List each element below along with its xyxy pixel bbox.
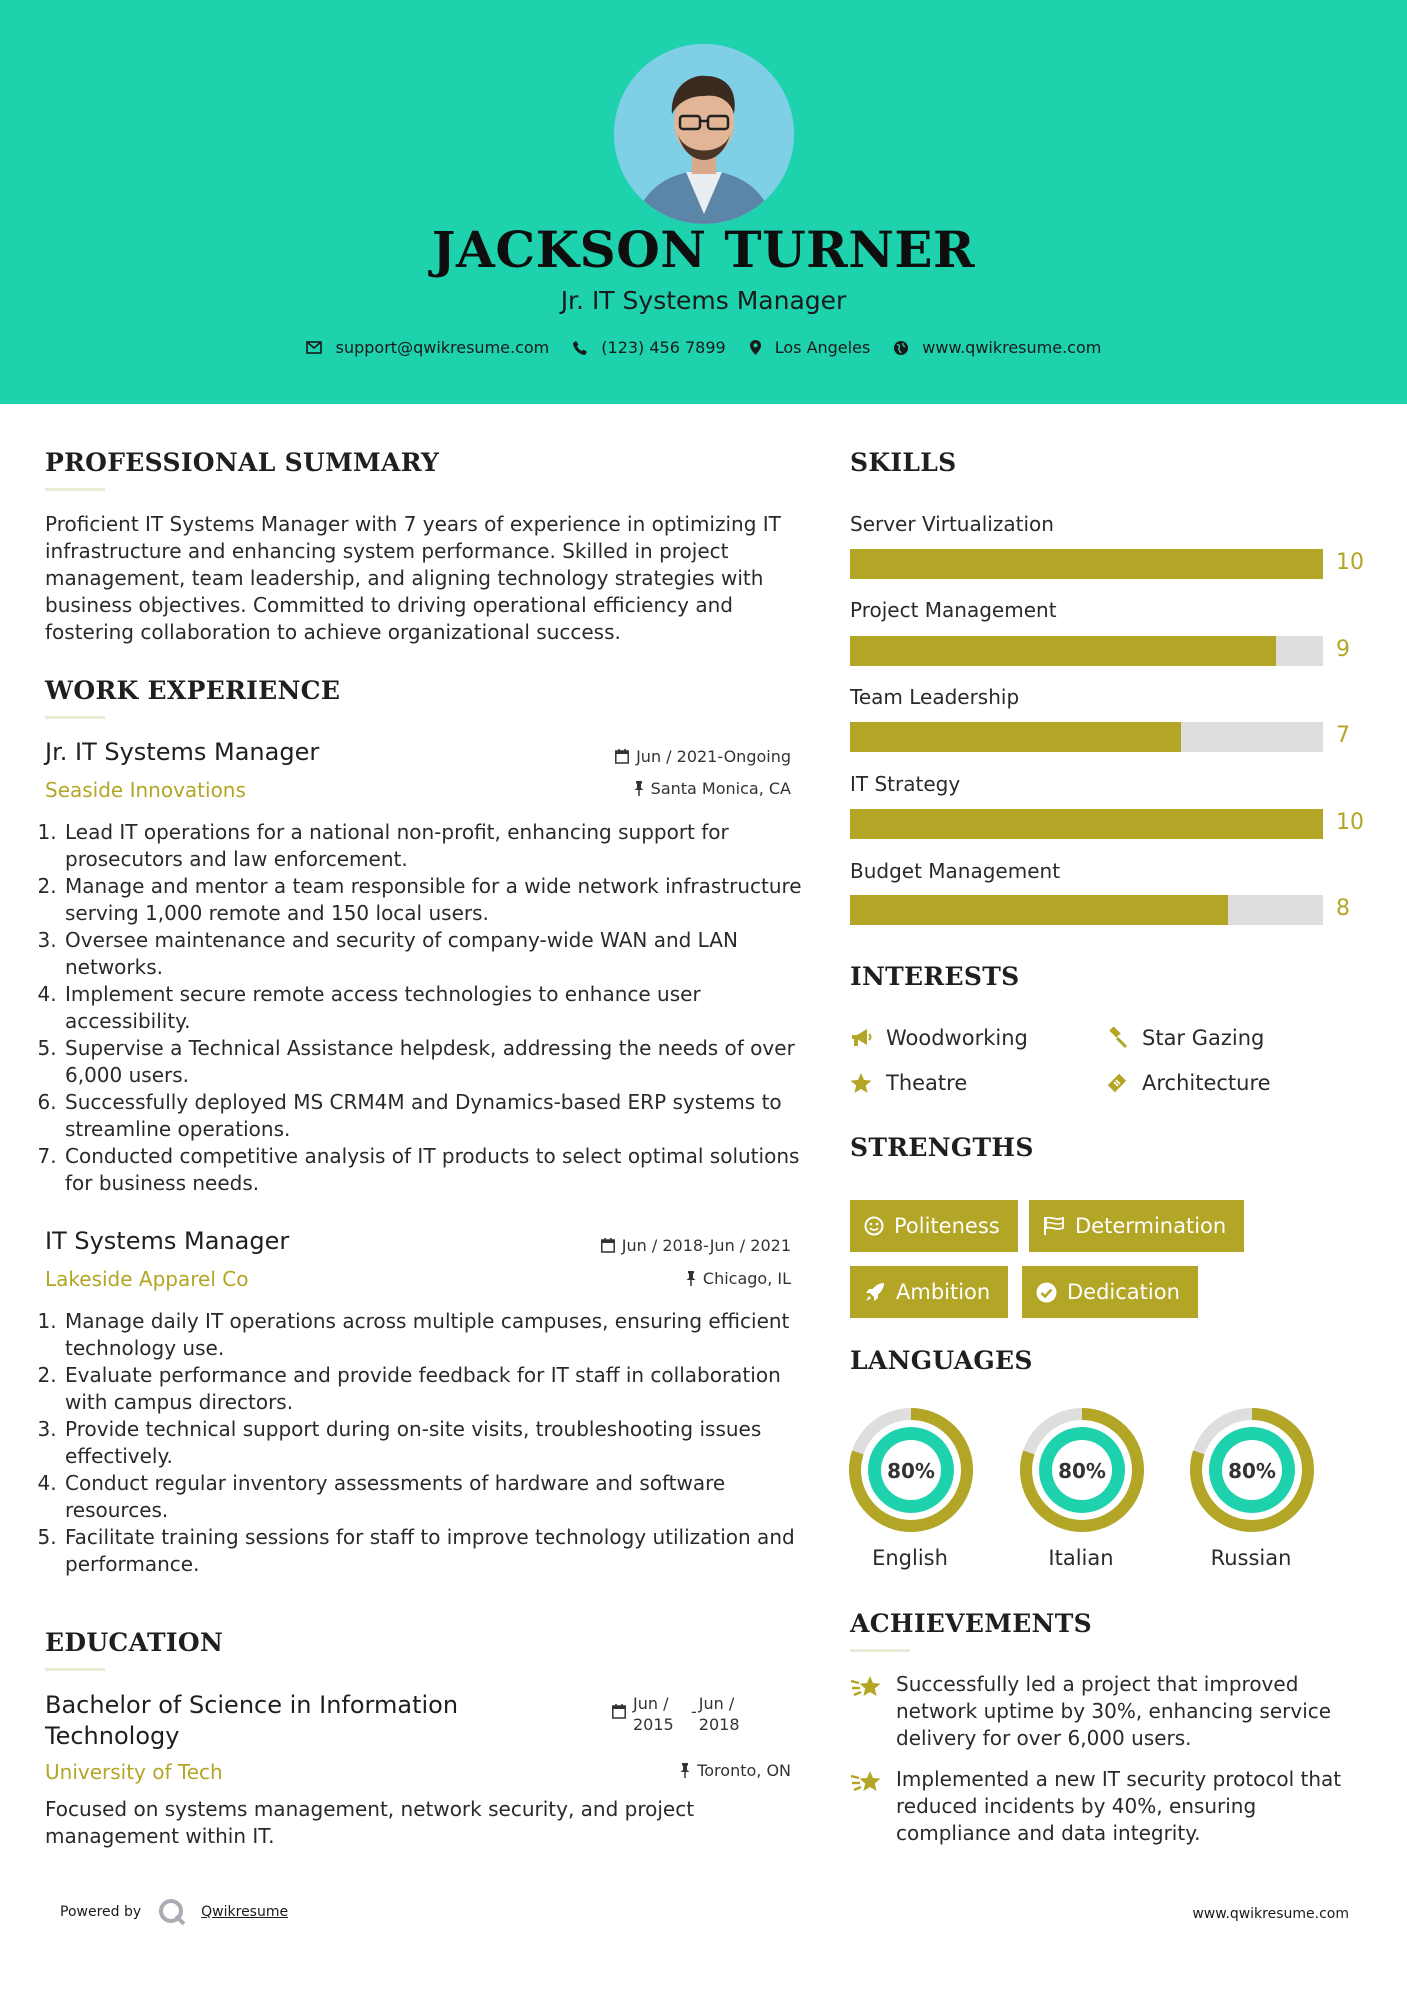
interest-item (1106, 1026, 1264, 1050)
website-text: www.qwikresume.com (922, 338, 1102, 357)
education-end: Jun / 2018 (698, 1694, 740, 1734)
language-ring (1190, 1408, 1314, 1532)
location-text: Los Angeles (774, 338, 871, 357)
achievement-item (850, 1766, 1356, 1847)
strengths-heading: STRENGTHS (850, 1133, 1034, 1162)
email-text: support@qwikresume.com (335, 338, 550, 357)
list-item: 2. Evaluate performance and provide feedback for IT staff in collaboration with campus directors. (63, 1362, 803, 1416)
skill-value: 8 (1336, 896, 1350, 921)
shooting-star-icon (850, 1768, 884, 1796)
skill-name: Team Leadership (850, 685, 1020, 709)
skill-value: 10 (1336, 810, 1364, 835)
shooting-star-icon (850, 1673, 884, 1701)
skill-name: IT Strategy (850, 772, 961, 796)
strength-label: Politeness (894, 1214, 1000, 1238)
achievement-text: Successfully led a project that improved network uptime by 30%, enhancing service delivery for over 6,000 users. (896, 1672, 1332, 1750)
job-location-text: Chicago, IL (702, 1269, 791, 1288)
skill-name: Project Management (850, 598, 1057, 622)
achievements-heading: ACHIEVEMENTS (850, 1609, 1092, 1638)
pin-icon (680, 1763, 690, 1778)
skill-bar-fill (850, 636, 1276, 666)
summary-underline (45, 488, 105, 491)
phone-text: (123) 456 7899 (601, 338, 726, 357)
language-percent: 80% (1058, 1459, 1106, 1483)
skill-value: 7 (1336, 723, 1350, 748)
interest-item (850, 1026, 1028, 1050)
flag-icon (1043, 1216, 1065, 1236)
education-location (680, 1761, 791, 1780)
list-item: 7. Conducted competitive analysis of IT products to select optimal solutions for business needs. (63, 1143, 803, 1197)
powered-by-text: Powered by (60, 1904, 142, 1920)
contact-website[interactable] (894, 338, 1101, 357)
list-item: 4. Implement secure remote access technologies to enhance user accessibility. (63, 981, 803, 1035)
job-title: IT Systems Manager (45, 1227, 290, 1255)
interests-heading: INTERESTS (850, 962, 1020, 991)
list-item: 3. Provide technical support during on-site visits, troubleshooting issues effectively. (63, 1416, 803, 1470)
strength-tag (850, 1266, 1008, 1318)
skill-bar (850, 895, 1323, 925)
smile-icon (864, 1216, 884, 1236)
experience-heading: WORK EXPERIENCE (45, 676, 341, 705)
ticket-icon (1106, 1072, 1128, 1094)
achievements-underline (850, 1649, 910, 1652)
job-bullets (33, 819, 803, 1197)
strength-label: Determination (1075, 1214, 1227, 1238)
star-icon (850, 1073, 872, 1094)
qwikresume-logo-icon (157, 1897, 187, 1927)
experience-underline (45, 716, 105, 719)
achievement-item (850, 1671, 1356, 1752)
language-ring (849, 1408, 973, 1532)
date-separator: - (691, 1702, 697, 1721)
degree-title: Bachelor of Science in Information Technology (45, 1691, 459, 1750)
list-item: 4. Conduct regular inventory assessments of hardware and software resources. (63, 1470, 803, 1524)
interest-label: Woodworking (886, 1026, 1028, 1050)
language-name: Russian (1210, 1546, 1292, 1570)
job-dates-text: Jun / 2018-Jun / 2021 (621, 1236, 791, 1255)
map-marker-icon (750, 340, 761, 355)
job-location (686, 1269, 791, 1288)
envelope-icon (306, 341, 322, 354)
language-name: Italian (1048, 1546, 1114, 1570)
candidate-name: JACKSON TURNER (431, 220, 976, 279)
achievement-text: Implemented a new IT security protocol that reduced incidents by 40%, ensuring compliance and data integrity. (896, 1767, 1342, 1845)
languages-heading: LANGUAGES (850, 1346, 1033, 1375)
resume-header (0, 0, 1407, 404)
skill-bar-fill (850, 722, 1181, 752)
skill-bar-fill (850, 895, 1228, 925)
language-percent: 80% (1228, 1459, 1276, 1483)
skills-heading: SKILLS (850, 448, 957, 477)
education-heading: EDUCATION (45, 1628, 224, 1657)
rocket-icon (864, 1281, 886, 1303)
strength-label: Ambition (896, 1280, 991, 1304)
strength-tag (1022, 1266, 1198, 1318)
skill-bar-fill (850, 809, 1323, 839)
job-dates-text: Jun / 2021-Ongoing (636, 747, 791, 766)
interest-label: Architecture (1142, 1071, 1271, 1095)
skill-bar (850, 636, 1323, 666)
skill-bar (850, 549, 1323, 579)
skill-value: 10 (1336, 550, 1364, 575)
interest-label: Theatre (886, 1071, 968, 1095)
strength-label: Dedication (1067, 1280, 1180, 1304)
skill-value: 9 (1336, 637, 1350, 662)
gavel-icon (1106, 1027, 1128, 1049)
skill-bar (850, 809, 1323, 839)
language-ring (1020, 1408, 1144, 1532)
job-bullets (33, 1308, 803, 1578)
interest-item (1106, 1071, 1271, 1095)
pin-icon (634, 781, 644, 796)
globe-icon (894, 341, 908, 355)
megaphone-icon (850, 1028, 872, 1048)
check-circle-icon (1036, 1282, 1057, 1303)
calendar-icon (612, 1704, 626, 1719)
candidate-role: Jr. IT Systems Manager (560, 286, 847, 315)
job-company: Seaside Innovations (45, 778, 246, 802)
list-item: 2. Manage and mentor a team responsible for a wide network infrastructure serving 1,000 remote and 150 local users. (63, 873, 803, 927)
strength-tag (1029, 1200, 1244, 1252)
list-item: 3. Oversee maintenance and security of company-wide WAN and LAN networks. (63, 927, 803, 981)
brand-link[interactable]: Qwikresume (201, 1904, 289, 1920)
job-title: Jr. IT Systems Manager (45, 738, 320, 766)
calendar-icon (615, 749, 629, 764)
education-location-text: Toronto, ON (697, 1761, 791, 1780)
list-item: 5. Supervise a Technical Assistance helpdesk, addressing the needs of over 6,000 users. (63, 1035, 803, 1089)
skill-bar-fill (850, 549, 1323, 579)
contact-email[interactable] (306, 338, 550, 357)
contact-phone[interactable] (573, 338, 725, 357)
phone-icon (573, 341, 587, 355)
job-dates (615, 747, 791, 766)
skill-name: Budget Management (850, 859, 1061, 883)
job-dates (601, 1236, 791, 1255)
list-item: 6. Successfully deployed MS CRM4M and Dynamics-based ERP systems to streamline operations. (63, 1089, 803, 1143)
summary-heading: PROFESSIONAL SUMMARY (45, 448, 440, 477)
interest-label: Star Gazing (1142, 1026, 1265, 1050)
profile-photo (614, 44, 794, 224)
education-start: Jun / 2015 (633, 1694, 674, 1734)
education-dates (612, 1693, 751, 1735)
skill-bar (850, 722, 1323, 752)
language-percent: 80% (887, 1459, 935, 1483)
interest-item (850, 1071, 967, 1095)
list-item: 5. Facilitate training sessions for staff to improve technology utilization and performance. (63, 1524, 803, 1578)
job-location-text: Santa Monica, CA (650, 779, 791, 798)
contact-location (750, 338, 871, 357)
job-company: Lakeside Apparel Co (45, 1267, 249, 1291)
list-item: 1. Lead IT operations for a national non-profit, enhancing support for prosecutors and law enforcement. (63, 819, 803, 873)
skill-name: Server Virtualization (850, 512, 1054, 536)
pin-icon (686, 1271, 696, 1286)
job-location (634, 779, 791, 798)
education-underline (45, 1668, 105, 1671)
contact-bar (0, 338, 1407, 357)
footer-powered-by (60, 1897, 288, 1927)
calendar-icon (601, 1238, 615, 1253)
language-name: English (872, 1546, 948, 1570)
footer-site[interactable]: www.qwikresume.com (1192, 1906, 1349, 1922)
summary-text: Proficient IT Systems Manager with 7 years of experience in optimizing IT infrastructure and enhancing system performance. Skilled in project management, team leadership, and aligning technology strategies with business objectives. Committed to driving operational efficiency and fostering collaboration to achieve organizational success. (45, 512, 781, 644)
strength-tag (850, 1200, 1018, 1252)
list-item: 1. Manage daily IT operations across multiple campuses, ensuring efficient technology use. (63, 1308, 803, 1362)
education-description: Focused on systems management, network security, and project management within IT. (45, 1797, 695, 1848)
school-name: University of Tech (45, 1760, 223, 1784)
